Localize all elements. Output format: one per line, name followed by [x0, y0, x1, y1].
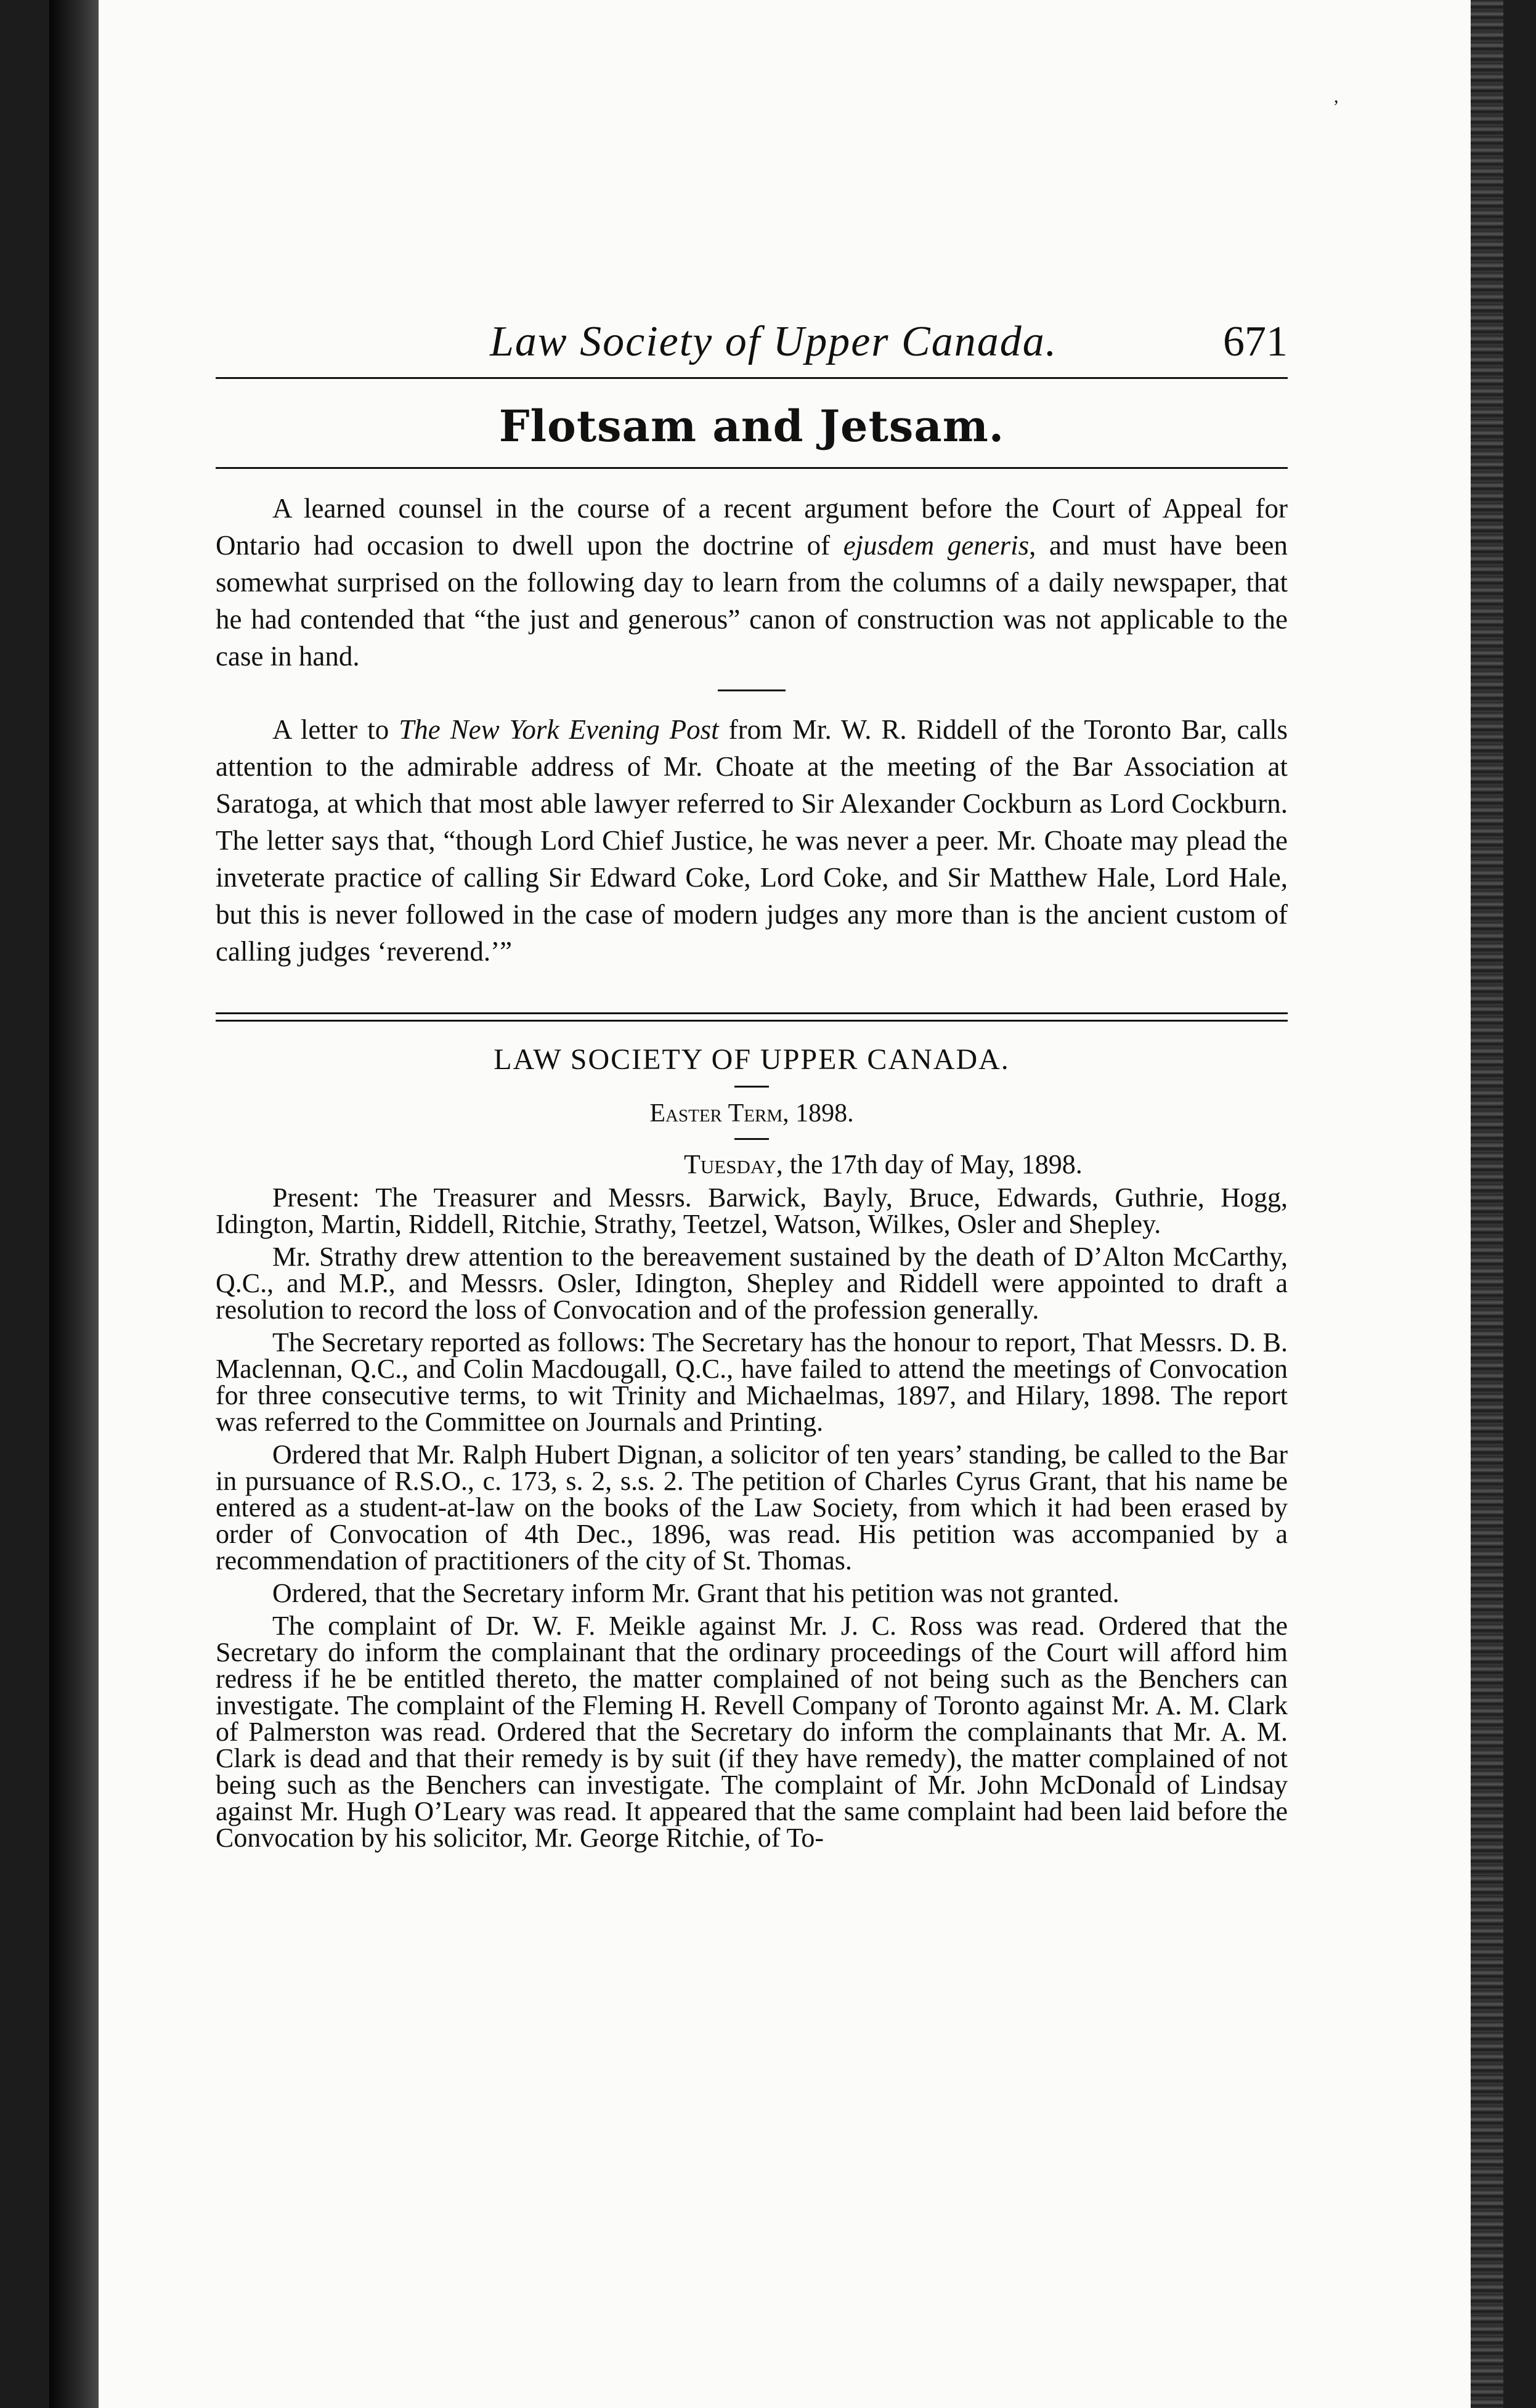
running-header — [216, 317, 1288, 373]
section-title: Flotsam and Jetsam. — [498, 401, 1005, 452]
scan-left-edge — [49, 0, 99, 2408]
scan-mark: , — [1334, 86, 1339, 107]
minutes-paragraph: Mr. Strathy drew attention to the bereavement sustained by the death of D’Alton McCarthy, Q.C., and M.P., and Messrs. Osler, Idington, Shepley and Riddell were appointed to draft a resolution to record the loss of Convocation and of the profession generally. — [216, 1242, 1288, 1325]
section-title-rule — [216, 467, 1288, 469]
meeting-day: Tuesday — [684, 1149, 776, 1179]
minutes-paragraph: The complaint of Dr. W. F. Meikle against Mr. J. C. Ross was read. Ordered that the Secretary do inform the complainant that the ordinary proceedings of the Court will afford him redress if he be entitled thereto, the matter complained of not being such as the Benchers can investigate. The complaint of the Fleming H. Revell Company of Toronto against Mr. A. M. Clark of Palmerston was read. Ordered that the Secretary do inform the complainants that Mr. A. M. Clark is dead and that their remedy is by suit (if they have remedy), the matter complained of not being such as the Benchers can investigate. The complaint of Mr. John McDonald of Lindsay against Mr. Hugh O’Leary was read. It appeared that the same complaint had been laid before the Convocation by his solicitor, Mr. George Ritchie, of To- — [216, 1611, 1288, 1853]
page-number: 671 — [1223, 318, 1288, 365]
law-society-heading: LAW SOCIETY OF UPPER CANADA. — [494, 1043, 1010, 1076]
flotsam-section — [216, 490, 1288, 970]
minutes — [216, 1184, 1288, 1851]
heading-separator — [734, 1086, 769, 1088]
meeting-date — [216, 1147, 1288, 1182]
term-heading: Easter Term, 1898. — [649, 1099, 854, 1128]
text-run: A learned counsel in the course of a recent argument before the Court of Appeal for Ontario had occasion to dwell upon the doctrine of — [216, 493, 1288, 561]
running-title: Law Society of Upper Canada. — [490, 318, 1058, 365]
minutes-paragraph: The Secretary reported as follows: The Secretary has the honour to report, That Messrs. D. B. Maclennan, Q.C., and Colin Macdougall, Q.C., have failed to attend the meetings of Convocation for three consecutive terms, to wit Trinity and Michaelmas, 1897, and Hilary, 1898. The report was referred to the Committee on Journals and Printing. — [216, 1327, 1288, 1437]
text-run: , and must have been somewhat surprised on the following day to learn from the columns of a daily newspaper, that he had contended that “the just and generous” canon of construction was not applicable to the case in hand. — [216, 530, 1288, 672]
minutes-paragraph: Present: The Treasurer and Messrs. Barwick, Bayly, Bruce, Edwards, Guthrie, Hogg, Idington, Martin, Riddell, Ritchie, Strathy, Teetzel, Watson, Wilkes, Osler and Shepley. — [216, 1182, 1288, 1239]
scan-right-edge — [1471, 0, 1503, 2408]
italic-text: The New York Evening Post — [399, 714, 719, 745]
term-separator — [734, 1138, 769, 1140]
italic-text: ejusdem generis — [843, 530, 1030, 561]
section-double-rule — [216, 1012, 1288, 1022]
header-rule — [216, 377, 1288, 379]
paragraph-separator — [718, 689, 786, 691]
law-society-section — [216, 1041, 1288, 1857]
flotsam-paragraph-1 — [216, 490, 1288, 675]
minutes-paragraph: Ordered, that the Secretary inform Mr. Grant that his petition was not granted. — [272, 1578, 1119, 1608]
page — [49, 0, 1503, 2408]
meeting-date-rest: , the 17th day of May, 1898. — [776, 1149, 1083, 1179]
minutes-paragraph: Ordered that Mr. Ralph Hubert Dignan, a solicitor of ten years’ standing, be called to the Bar in pursuance of R.S.O., c. 173, s. 2, s.s. 2. The petition of Charles Cyrus Grant, that his name be entered as a student-at-law on the books of the Law Society, from which it had been erased by order of Convocation of 4th Dec., 1896, was read. His petition was accompanied by a recommendation of practitioners of the city of St. Thomas. — [216, 1439, 1288, 1576]
text-run: from Mr. W. R. Riddell of the Toronto Bar, calls attention to the admirable address of Mr. Choate at the meeting of the Bar Association at Saratoga, at which that most able lawyer referred to Sir Alexander Cockburn as Lord Cockburn. The letter says that, “though Lord Chief Justice, he was never a peer. Mr. Choate may plead the inveterate practice of calling Sir Edward Coke, Lord Coke, and Sir Matthew Hale, Lord Hale, but this is never followed in the case of modern judges any more than is the ancient custom of calling judges ‘reverend.’” — [216, 714, 1288, 967]
flotsam-paragraph-2 — [216, 711, 1288, 970]
text-run: A letter to — [272, 714, 399, 745]
